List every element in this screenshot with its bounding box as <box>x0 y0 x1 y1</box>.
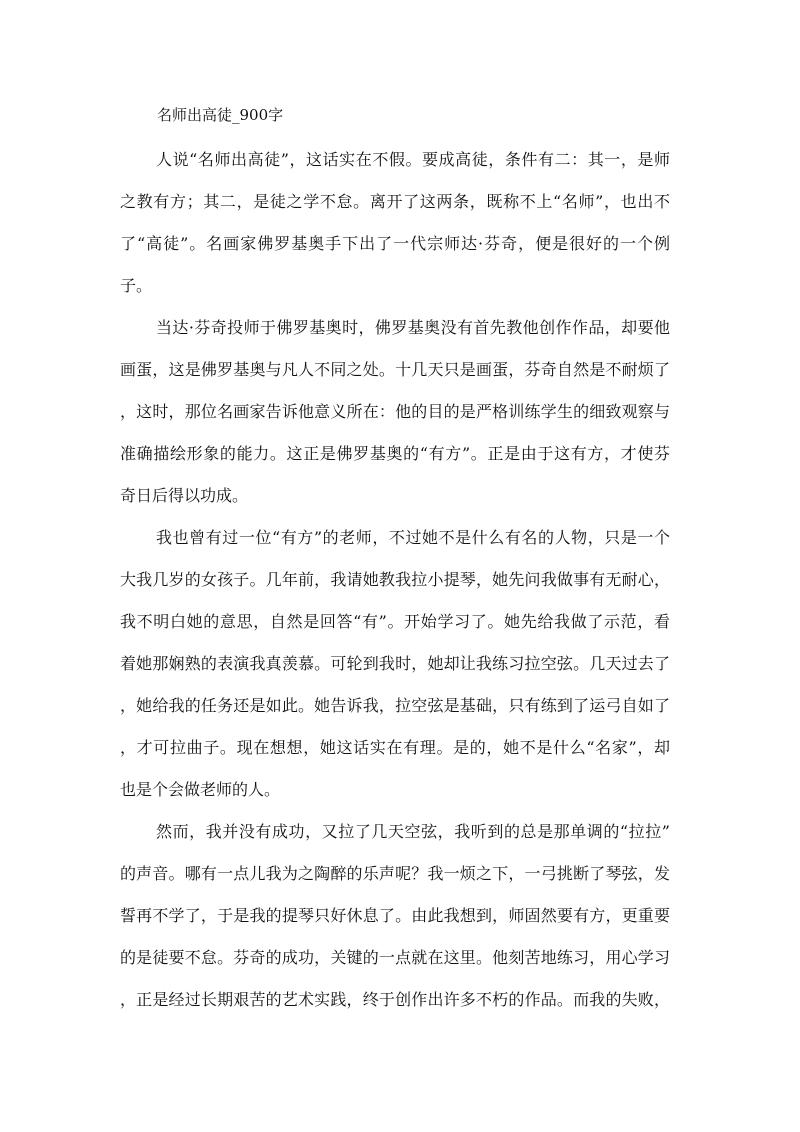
paragraph-line: 我不明白她的意思，自然是回答“有”。开始学习了。她先给我做了示范，看 <box>120 612 670 631</box>
paragraph-line: ，她给我的任务还是如此。她告诉我，拉空弦是基础，只有练到了运弓自如了 <box>120 696 670 715</box>
paragraph-line: 准确描绘形象的能力。这正是佛罗基奥的“有方”。正是由于这有方，才使芬 <box>120 444 670 463</box>
paragraph-line: 子。 <box>120 276 153 295</box>
paragraph-line: 了“高徒”。名画家佛罗基奥手下出了一代宗师达·芬奇，便是很好的一个例 <box>120 234 670 253</box>
paragraph-line: 画蛋，这是佛罗基奥与凡人不同之处。十几天只是画蛋，芬奇自然是不耐烦了 <box>120 360 670 379</box>
paragraph-line: ，正是经过长期艰苦的艺术实践，终于创作出许多不朽的作品。而我的失败， <box>120 990 670 1009</box>
paragraph-line: 也是个会做老师的人。 <box>120 780 281 799</box>
paragraph-line: 当达·芬奇投师于佛罗基奥时，佛罗基奥没有首先教他创作作品，却要他 <box>156 318 670 337</box>
paragraph-line: 人说“名师出高徒”，这话实在不假。要成高徒，条件有二：其一，是师 <box>156 150 670 169</box>
paragraph-line: ，这时，那位名画家告诉他意义所在：他的目的是严格训练学生的细致观察与 <box>120 402 670 421</box>
paragraph-line: 的是徒要不怠。芬奇的成功，关键的一点就在这里。他刻苦地练习，用心学习 <box>120 948 670 967</box>
paragraph-line: ，才可拉曲子。现在想想，她这话实在有理。是的，她不是什么“名家”，却 <box>120 738 670 757</box>
paragraph-line: 然而，我并没有成功，又拉了几天空弦，我听到的总是那单调的“拉拉” <box>156 822 670 841</box>
paragraph-line: 之教有方；其二，是徒之学不怠。离开了这两条，既称不上“名师”，也出不 <box>120 192 670 211</box>
paragraph-line: 奇日后得以功成。 <box>120 486 249 505</box>
document-title: 名师出高徒_900字 <box>157 106 284 124</box>
paragraph-line: 的声音。哪有一点儿我为之陶醉的乐声呢？我一烦之下，一弓挑断了琴弦，发 <box>120 864 670 883</box>
paragraph-line: 大我几岁的女孩子。几年前，我请她教我拉小提琴，她先问我做事有无耐心， <box>120 570 670 589</box>
paragraph-line: 誓再不学了，于是我的提琴只好休息了。由此我想到，师固然要有方，更重要 <box>120 906 670 925</box>
paragraph-line: 我也曾有过一位“有方”的老师，不过她不是什么有名的人物，只是一个 <box>156 528 670 547</box>
paragraph-line: 着她那娴熟的表演我真羡慕。可轮到我时，她却让我练习拉空弦。几天过去了 <box>120 654 670 673</box>
